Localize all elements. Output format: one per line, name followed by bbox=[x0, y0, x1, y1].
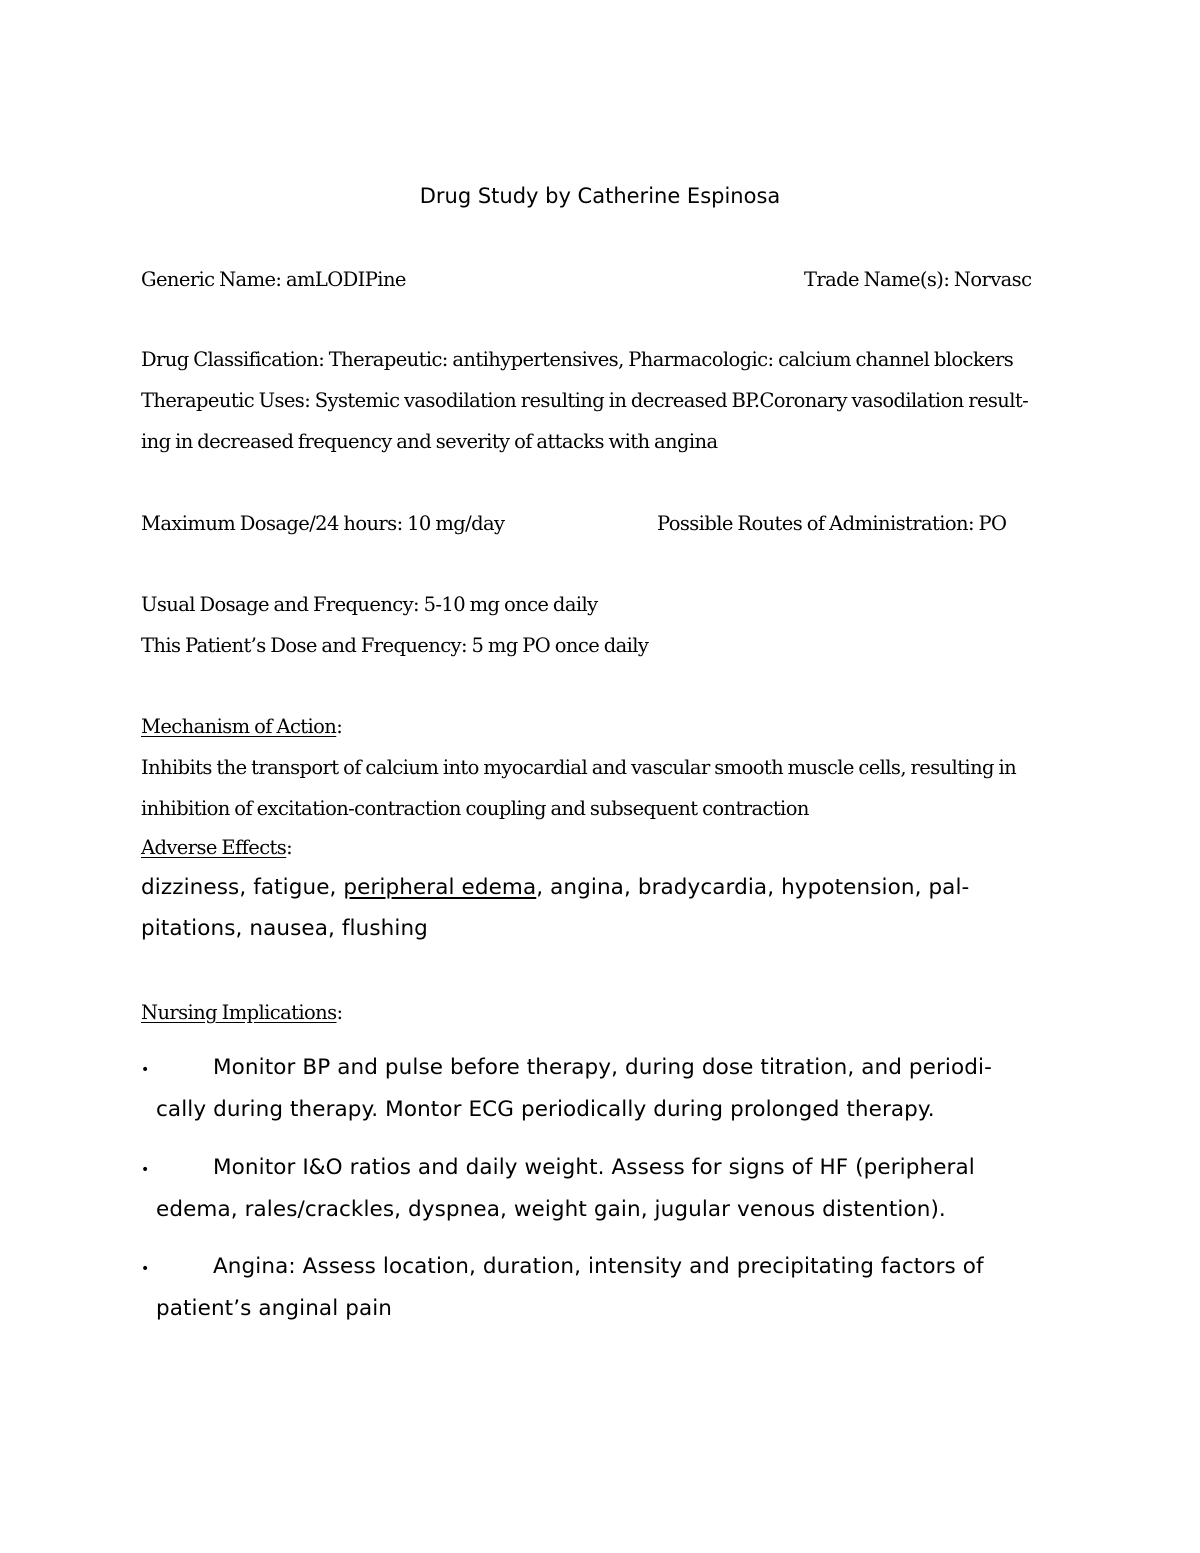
usual-dosage: Usual Dosage and Frequency: 5-10 mg once daily bbox=[141, 593, 598, 616]
nursing-item-3-line-1: Angina: Assess location, duration, intensity and precipitating factors of bbox=[213, 1254, 984, 1279]
bullet-icon: • bbox=[141, 1162, 150, 1178]
adverse-heading-row bbox=[141, 836, 292, 859]
mechanism-line-1: Inhibits the transport of calcium into myocardial and vascular smooth muscle cells, resulting in bbox=[141, 756, 1017, 779]
patient-dose: This Patient’s Dose and Frequency: 5 mg PO once daily bbox=[141, 634, 649, 657]
trade-name-label: Trade Name(s): bbox=[804, 268, 950, 291]
nursing-heading: Nursing Implications bbox=[141, 1001, 337, 1024]
nursing-item-2-line-1: Monitor I&O ratios and daily weight. Assess for signs of HF (peripheral bbox=[213, 1155, 975, 1180]
nursing-item-1-line-2: cally during therapy. Montor ECG periodically during prolonged therapy. bbox=[156, 1097, 935, 1122]
maximum-dosage: Maximum Dosage/24 hours: 10 mg/day bbox=[141, 512, 505, 535]
generic-name-value: amLODIPine bbox=[286, 268, 406, 291]
mechanism-heading: Mechanism of Action bbox=[141, 715, 337, 738]
adverse-colon: : bbox=[286, 836, 293, 859]
mechanism-line-2: inhibition of excitation-contraction coupling and subsequent contraction bbox=[141, 797, 809, 820]
therapeutic-uses-line-2: ing in decreased frequency and severity of attacks with angina bbox=[141, 430, 718, 453]
generic-name-label: Generic Name: bbox=[141, 268, 282, 291]
adverse-effects-line-1 bbox=[141, 875, 969, 900]
page-title: Drug Study by Catherine Espinosa bbox=[419, 184, 781, 208]
nursing-item-1-line-1: Monitor BP and pulse before therapy, during dose titration, and periodi- bbox=[213, 1055, 992, 1080]
bullet-icon: • bbox=[141, 1062, 150, 1078]
trade-name-value: Norvasc bbox=[953, 268, 1032, 291]
mechanism-colon: : bbox=[336, 715, 343, 738]
adverse-text-a: dizziness, fatigue, bbox=[141, 875, 344, 900]
adverse-heading: Adverse Effects bbox=[141, 836, 287, 859]
drug-classification: Drug Classification: Therapeutic: antihypertensives, Pharmacologic: calcium channel blockers bbox=[141, 348, 1014, 371]
adverse-text-b: , angina, bradycardia, hypotension, pal- bbox=[536, 875, 970, 900]
bullet-icon: • bbox=[141, 1261, 150, 1277]
nursing-colon: : bbox=[336, 1001, 343, 1024]
nursing-item-3-line-2: patient’s anginal pain bbox=[156, 1296, 393, 1321]
adverse-effects-line-2: pitations, nausea, flushing bbox=[141, 916, 428, 941]
routes-of-administration: Possible Routes of Administration: PO bbox=[657, 512, 1007, 535]
therapeutic-uses-line-1: Therapeutic Uses: Systemic vasodilation resulting in decreased BP.Coronary vasodilation result- bbox=[141, 389, 1029, 412]
trade-name-row bbox=[804, 268, 1031, 291]
generic-name-row bbox=[141, 268, 406, 291]
nursing-item-2-line-2: edema, rales/crackles, dyspnea, weight gain, jugular venous distention). bbox=[156, 1197, 946, 1222]
adverse-text-underlined: peripheral edema bbox=[343, 875, 537, 900]
nursing-heading-row bbox=[141, 1001, 343, 1024]
mechanism-heading-row bbox=[141, 715, 342, 738]
